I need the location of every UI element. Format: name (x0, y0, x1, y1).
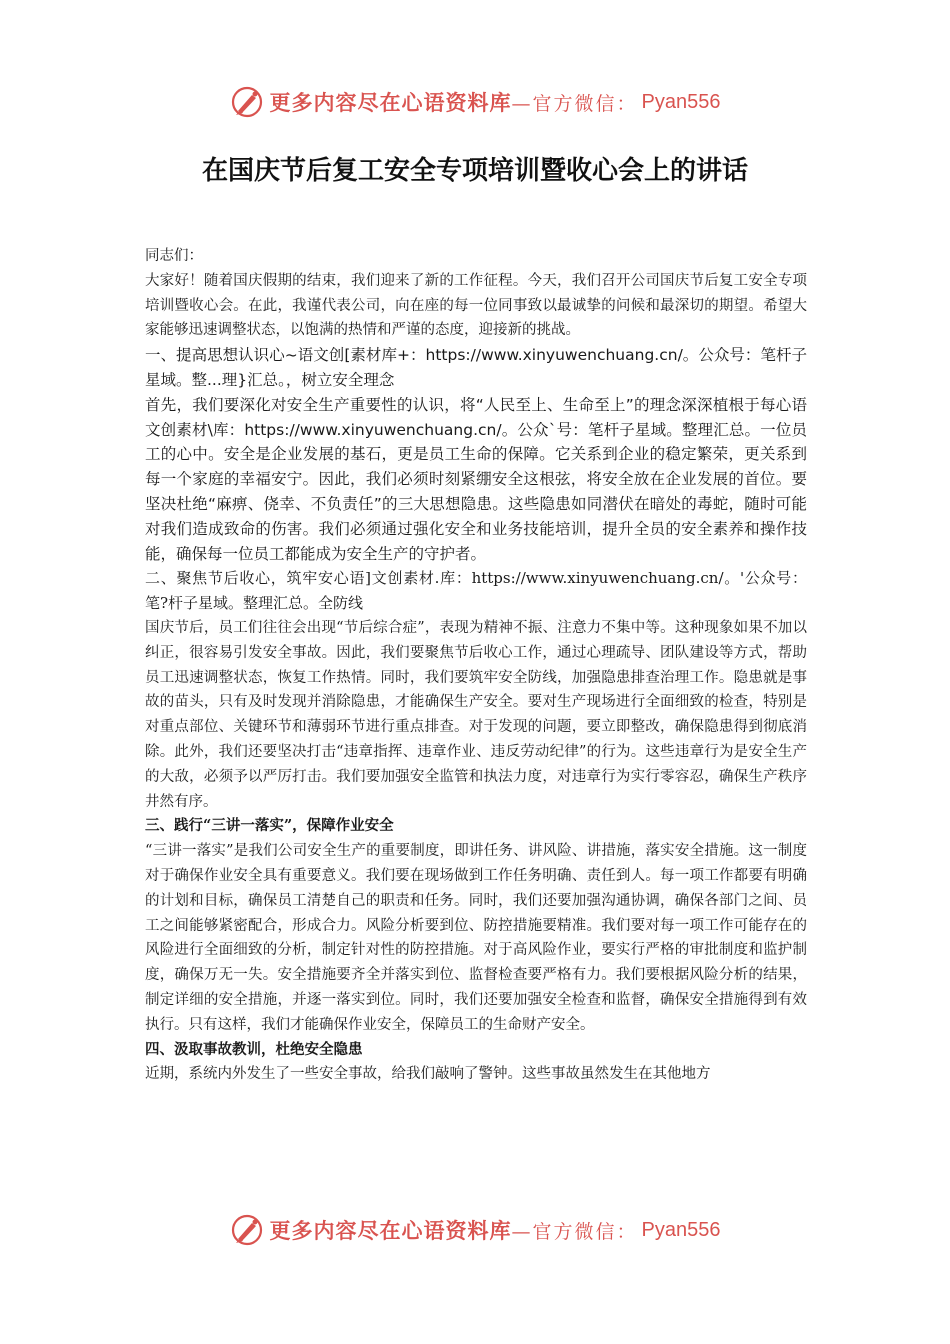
section-heading-2: 二、聚焦节后收心，筑牢安心语]文创素材.库：https://www.xinyuwenchuang.cn/。'公众号：笔?杆子星域。整理汇总。全防线 (145, 569, 807, 613)
banner-wechat-id: Pyan556 (641, 1218, 721, 1241)
section-paragraph-1: 首先，我们要深化对安全生产重要性的认识，将“人民至上、生命至上”的理念深深植根于每心语文创素材\库：https://www.xinyuwenchuang.cn/。公众`号：笔杆子星域。整理汇总。一位员工的心中。安全是企业发展的基石，更是员工生命的保障。它关系到企业的稳定繁荣，更关系到每一个家庭的幸福安宁。因此，我们必须时刻紧绷安全这根弦，将安全放在企业发展的首位。要坚决杜绝“麻痹、侥幸、不负责任”的三大思想隐患。这些隐患如同潜伏在暗处的毒蛇，随时可能对我们造成致命的伤害。我们必须通过强化安全和业务技能培训，提升全员的安全素养和操作技能，确保每一位员工都能成为安全生产的守护者。 (145, 395, 807, 563)
banner-main-text: 更多内容尽在心语资料库 (269, 90, 512, 115)
banner-official-text: —官方微信： (511, 92, 638, 115)
footer-banner (0, 1208, 950, 1252)
pen-logo-icon (230, 1213, 264, 1247)
banner-official-text: —官方微信： (511, 1220, 638, 1243)
pen-logo-icon (230, 85, 264, 119)
banner-main-text: 更多内容尽在心语资料库 (269, 1218, 512, 1243)
section-paragraph-4: 近期，系统内外发生了一些安全事故，给我们敲响了警钟。这些事故虽然发生在其他地方 (145, 1066, 711, 1083)
header-banner (0, 80, 950, 124)
intro-paragraph: 大家好！随着国庆假期的结束，我们迎来了新的工作征程。今天，我们召开公司国庆节后复工安全专项培训暨收心会。在此，我谨代表公司，向在座的每一位同事致以最诚挚的问候和最深切的期望。希望大家能够迅速调整状态，以饱满的热情和严谨的态度，迎接新的挑战。 (145, 272, 807, 339)
greeting: 同志们： (145, 248, 203, 264)
section-paragraph-2: 国庆节后，员工们往往会出现“节后综合症”，表现为精神不振、注意力不集中等。这种现象如果不加以纠正，很容易引发安全事故。因此，我们要聚焦节后收心工作，通过心理疏导、团队建设等方式，帮助员工迅速调整状态，恢复工作热情。同时，我们要筑牢安全防线，加强隐患排查治理工作。隐患就是事故的苗头，只有及时发现并消除隐患，才能确保生产安全。要对生产现场进行全面细致的检查，特别是对重点部位、关键环节和薄弱环节进行重点排查。对于发现的问题，要立即整改，确保隐患得到彻底消除。此外，我们还要坚决打击“违章指挥、违章作业、违反劳动纪律”的行为。这些违章行为是安全生产的大敌，必须予以严厉打击。我们要加强安全监管和执法力度，对违章行为实行零容忍，确保生产秩序井然有序。 (145, 619, 807, 810)
page-title: 在国庆节后复工安全专项培训暨收心会上的讲话 (201, 156, 748, 186)
document-body (145, 244, 807, 1087)
section-heading-4: 四、汲取事故教训，杜绝安全隐患 (145, 1040, 363, 1058)
banner-wechat-id: Pyan556 (641, 90, 721, 113)
section-heading-1: 一、提高思想认识心~语文创[素材库+：https://www.xinyuwenchuang.cn/。公众号：笔杆子星域。整...理}汇总。，树立安全理念 (145, 346, 807, 389)
section-heading-3: 三、践行“三讲一落实”，保障作业安全 (145, 817, 394, 835)
section-paragraph-3: “三讲一落实”是我们公司安全生产的重要制度，即讲任务、讲风险、讲措施，落实安全措施。这一制度对于确保作业安全具有重要意义。我们要在现场做到工作任务明确、责任到人。每一项工作都要有明确的计划和目标，确保员工清楚自己的职责和任务。同时，我们还要加强沟通协调，确保各部门之间、员工之间能够紧密配合，形成合力。风险分析要到位、防控措施要精准。我们要对每一项工作可能存在的风险进行全面细致的分析，制定针对性的防控措施。对于高风险作业，要实行严格的审批制度和监护制度，确保万无一失。安全措施要齐全并落实到位、监督检查要严格有力。我们要根据风险分析的结果，制定详细的安全措施，并逐一落实到位。同时，我们还要加强安全检查和监督，确保安全措施得到有效执行。只有这样，我们才能确保作业安全，保障员工的生命财产安全。 (145, 843, 807, 1033)
